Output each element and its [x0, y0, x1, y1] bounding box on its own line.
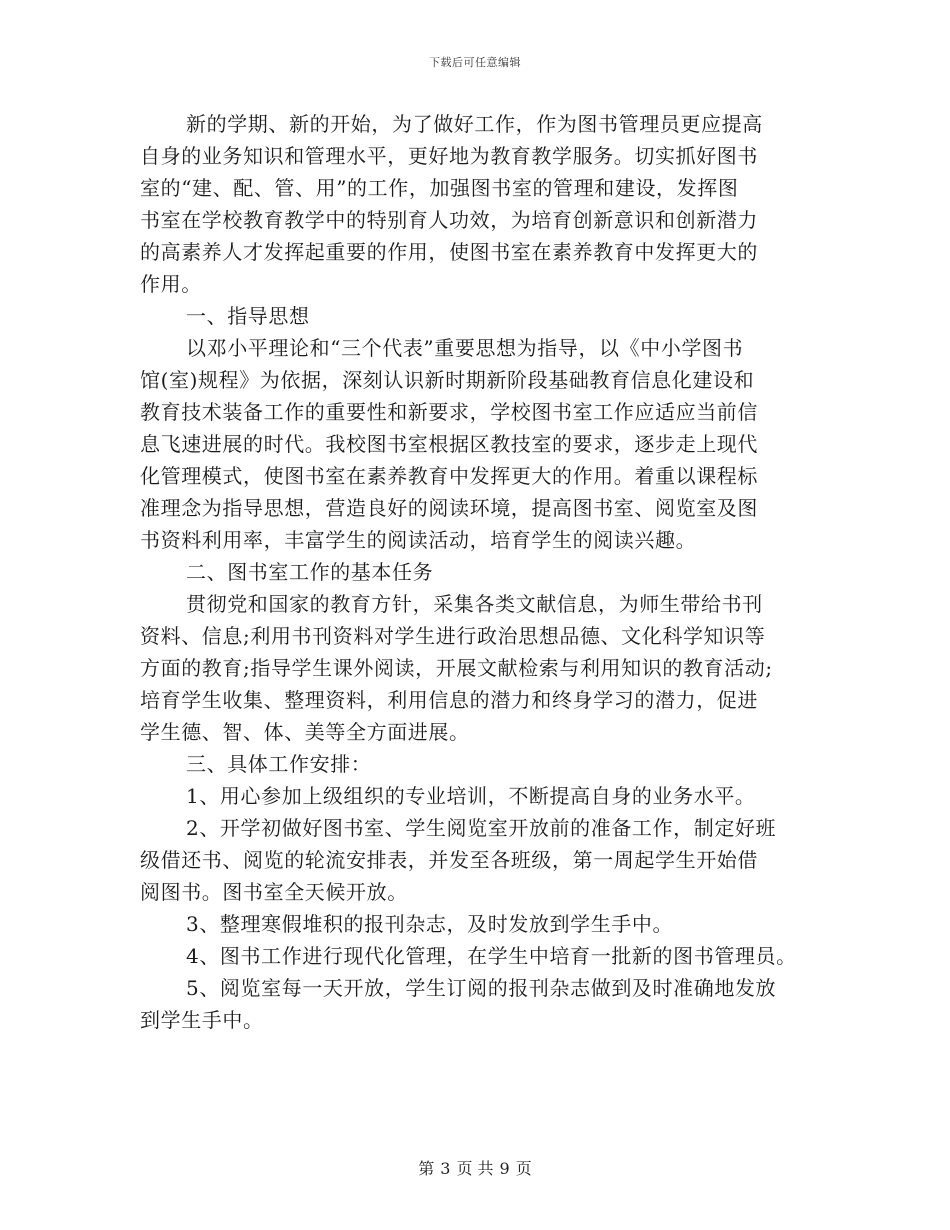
- text-line: 自身的业务知识和管理水平，更好地为教育教学服务。切实抓好图书: [140, 144, 758, 168]
- text-line: 准理念为指导思想，营造良好的阅读环境，提高图书室、阅览室及图: [140, 496, 758, 520]
- text-line: 书室在学校教育教学中的特别育人功效，为培育创新意识和创新潜力: [140, 208, 758, 232]
- footer-middle: 页 共: [456, 1159, 494, 1178]
- total-pages-number: 9: [499, 1159, 510, 1178]
- text-line: 资料、信息;利用书刊资料对学生进行政治思想品德、文化科学知识等: [140, 624, 766, 648]
- document-body: [140, 108, 820, 1036]
- current-page-number: 3: [440, 1159, 451, 1178]
- footer-prefix: 第: [418, 1159, 435, 1178]
- text-line: 新的学期、新的开始，为了做好工作，作为图书管理员更应提高: [186, 112, 763, 136]
- text-line: 书资料利用率，丰富学生的阅读活动，培育学生的阅读兴趣。: [140, 528, 697, 552]
- section-heading: 三、具体工作安排：: [186, 752, 372, 776]
- text-line: 到学生手中。: [140, 1008, 264, 1032]
- text-line: 阅图书。图书室全天候开放。: [140, 880, 408, 904]
- text-line: 息飞速进展的时代。我校图书室根据区教技室的要求，逐步走上现代: [140, 432, 758, 456]
- text-line: 以邓小平理论和“三个代表”重要思想为指导，以《中小学图书: [186, 336, 744, 360]
- text-line: 学生德、智、体、美等全方面进展。: [140, 720, 470, 744]
- text-line: 贯彻党和国家的教育方针，采集各类文献信息，为师生带给书刊: [186, 592, 763, 616]
- text-line: 教育技术装备工作的重要性和新要求，学校图书室工作应适应当前信: [140, 400, 758, 424]
- text-line: 级借还书、阅览的轮流安排表，并发至各班级，第一周起学生开始借: [140, 848, 758, 872]
- text-line: 方面的教育;指导学生课外阅读，开展文献检索与利用知识的教育活动;: [140, 656, 773, 680]
- section-heading: 一、指导思想: [186, 304, 310, 328]
- text-line: 化管理模式，使图书室在素养教育中发挥更大的作用。着重以课程标: [140, 464, 758, 488]
- section-heading: 二、图书室工作的基本任务: [186, 560, 434, 584]
- footer-suffix: 页: [515, 1159, 532, 1178]
- list-item: 1、用心参加上级组织的专业培训，不断提高自身的业务水平。: [186, 784, 756, 808]
- text-line: 的高素养人才发挥起重要的作用，使图书室在素养教育中发挥更大的: [140, 240, 758, 264]
- text-line: 作用。: [140, 272, 202, 296]
- text-line: 室的“建、配、管、用”的工作，加强图书室的管理和建设，发挥图: [140, 176, 739, 200]
- page-footer: [0, 1156, 950, 1179]
- page-header: 下载后可任意编辑: [429, 56, 521, 69]
- list-item: 3、整理寒假堆积的报刊杂志，及时发放到学生手中。: [186, 912, 674, 936]
- text-line: 馆(室)规程》为依据，深刻认识新时期新阶段基础教育信息化建设和: [140, 368, 755, 392]
- text-line: 培育学生收集、整理资料，利用信息的潜力和终身学习的潜力，促进: [140, 688, 758, 712]
- list-item: 5、阅览室每一天开放，学生订阅的报刊杂志做到及时准确地发放: [186, 976, 777, 1000]
- list-item: 2、开学初做好图书室、学生阅览室开放前的准备工作，制定好班: [186, 816, 777, 840]
- list-item: 4、图书工作进行现代化管理，在学生中培育一批新的图书管理员。: [186, 944, 797, 968]
